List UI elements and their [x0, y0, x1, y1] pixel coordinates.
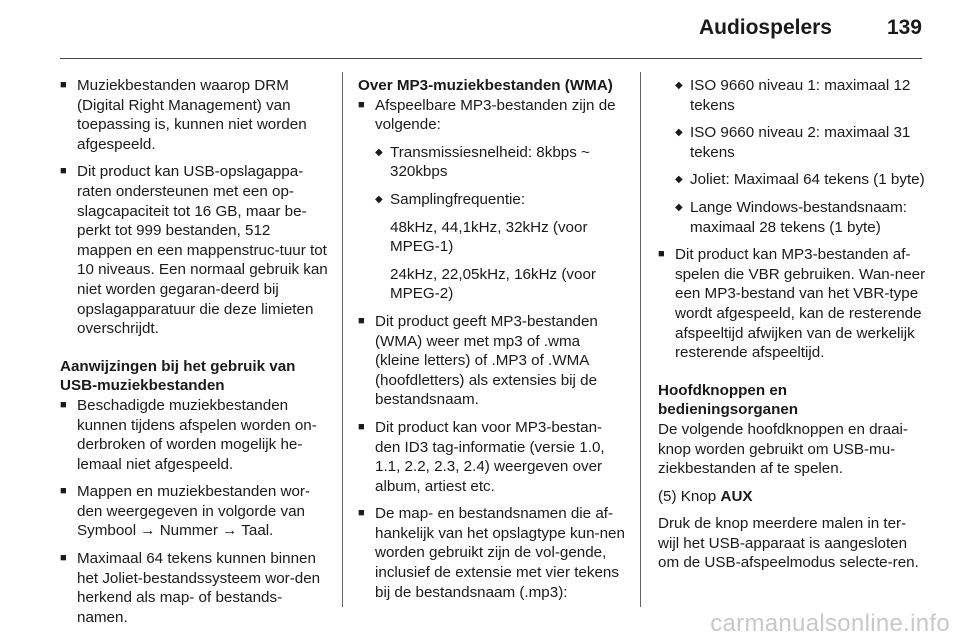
section-heading: Hoofdknoppen en bedieningsorganen: [658, 381, 799, 419]
list-item: ■ Beschadigde muziekbestanden kunnen tijdens afspelen worden on-derbroken of worden mogelijk he-lemaal niet afgespeeld.: [60, 396, 328, 474]
column-divider-1: [342, 72, 343, 607]
sub-list-continuation: 48kHz, 44,1kHz, 32kHz (voor MPEG-1): [390, 218, 588, 256]
list-item: ■ Dit product geeft MP3-bestanden (WMA) weer met mp3 of .wma (kleine letters) of .MP3 of .WMA (hoofdletters) als extensies bij de bestandsnaam.: [358, 312, 626, 410]
column-3: [658, 76, 926, 581]
column-1: [60, 76, 328, 635]
page-title: Audiospelers: [698, 16, 832, 39]
list-item: ■ Mappen en muziekbestanden wor-den weergegeven in volgorde van Symbool → Nummer → Taal.: [60, 482, 328, 541]
section-heading: Aanwijzingen bij het gebruik van USB-muziekbestanden: [60, 357, 296, 395]
paragraph: (5) Knop AUX: [658, 487, 753, 505]
list-item: ■ Maximaal 64 tekens kunnen binnen het Joliet-bestandssysteem wor-den herkend als map- of bestands-namen.: [60, 549, 328, 627]
list-item: ■ Dit product kan voor MP3-bestan-den ID3 tag-informatie (versie 1.0, 1.1, 2.2, 2.3, 2.4) weergeven over album, artiest etc.: [358, 418, 626, 496]
list-item: ■ Dit product kan USB-opslagappa-raten ondersteunen met een op-slagcapaciteit tot 16 GB, maar be-perkt tot 999 bestanden, 512 mappen en een mappenstruc-tuur tot 10 niveaus. Een normaal gebruik kan niet worden gegaran-deerd bij opslagapparatuur die deze limieten overschrijdt.: [60, 162, 328, 338]
sub-list-item: ◆ Transmissiesnelheid: 8kbps ~ 320kbps: [375, 143, 626, 182]
header-divider: [60, 58, 922, 59]
section-heading: Over MP3-muziekbestanden (WMA): [358, 77, 613, 94]
page-number: 139: [886, 16, 922, 39]
list-item: ■ Dit product kan MP3-bestanden af-spelen die VBR gebruiken. Wan-neer een MP3-bestand van het VBR-type wordt afgespeeld, kan de resterende afspeeltijd afwijken van de werkelijk resterende afspeeltijd.: [658, 245, 926, 363]
sub-list-item: ◆ ISO 9660 niveau 2: maximaal 31 tekens: [675, 123, 926, 162]
sub-list-item: ◆ ISO 9660 niveau 1: maximaal 12 tekens: [675, 76, 926, 115]
paragraph: Druk de knop meerdere malen in ter-wijl het USB-apparaat is aangesloten om de USB-afspeelmodus selecte-ren.: [658, 515, 919, 572]
watermark: carmanualsonline.info: [710, 610, 950, 637]
aux-knob-label: AUX: [720, 487, 753, 505]
column-2: [358, 76, 626, 610]
sub-list-item: ◆ Samplingfrequentie:: [375, 190, 626, 210]
column-divider-2: [640, 72, 641, 607]
sub-list-item: ◆ Joliet: Maximaal 64 tekens (1 byte): [675, 170, 926, 190]
list-item: ■ Muziekbestanden waarop DRM (Digital Right Management) van toepassing is, kunnen niet worden afgespeeld.: [60, 76, 328, 154]
list-item: ■ De map- en bestandsnamen die af-hankelijk van het opslagtype kun-nen worden gebruikt zijn de vol-gende, inclusief de extensie met vier tekens bij de bestandsnaam (.mp3):: [358, 504, 626, 602]
sub-list-continuation: 24kHz, 22,05kHz, 16kHz (voor MPEG-2): [390, 265, 596, 303]
list-item: ■ Afspeelbare MP3-bestanden zijn de volgende:: [358, 96, 626, 135]
sub-list-item: ◆ Lange Windows-bestandsnaam: maximaal 28 tekens (1 byte): [675, 198, 926, 237]
paragraph: De volgende hoofdknoppen en draai-knop worden gebruikt om USB-mu-ziekbestanden af te spelen.: [658, 420, 908, 478]
